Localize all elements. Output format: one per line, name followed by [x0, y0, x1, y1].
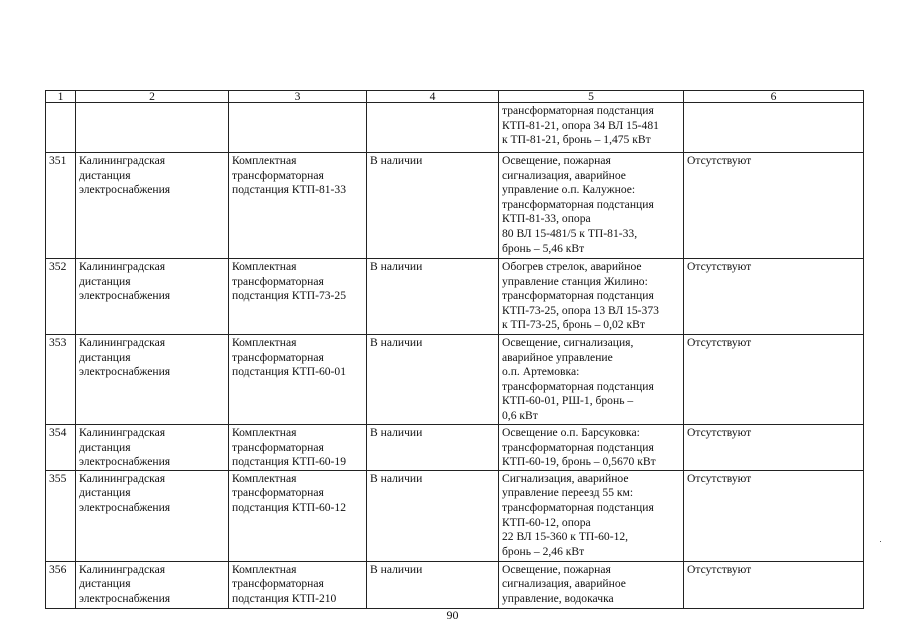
table-cell — [46, 103, 76, 153]
table-cell: В наличии — [367, 153, 499, 259]
table-cell — [76, 103, 229, 153]
table-row — [46, 153, 864, 259]
table-cell: Комплектная трансформаторная подстанция КТП-60-12 — [229, 470, 367, 561]
table-cell: Комплектная трансформаторная подстанция КТП-60-01 — [229, 335, 367, 425]
table-cell: Сигнализация, аварийное управление переезд 55 км: трансформаторная подстанция КТП-60-12, опора 22 ВЛ 15-360 к ТП-60-12, бронь – 2,46 кВт — [499, 470, 684, 561]
table-row — [46, 561, 864, 608]
row-number-cell: 354 — [46, 425, 76, 471]
table-cell: Обогрев стрелок, аварийное управление станция Жилино: трансформаторная подстанция КТП-73-25, опора 13 ВЛ 15-373 к ТП-73-25, бронь – 0,02 кВт — [499, 259, 684, 335]
table-row — [46, 259, 864, 335]
row-number-cell: 352 — [46, 259, 76, 335]
table-cell — [367, 103, 499, 153]
table-header-row — [46, 91, 864, 103]
scan-speck — [880, 541, 881, 542]
header-cell: 2 — [76, 91, 229, 103]
table-row — [46, 335, 864, 425]
table-cell: трансформаторная подстанция КТП-81-21, опора 34 ВЛ 15-481 к ТП-81-21, бронь – 1,475 кВт — [499, 103, 684, 153]
table-cell: Освещение, пожарная сигнализация, аварийное управление о.п. Калужное: трансформаторная подстанция КТП-81-33, опора 80 ВЛ 15-481/5 к ТП-81-33, бронь – 5,46 кВт — [499, 153, 684, 259]
row-number-cell: 351 — [46, 153, 76, 259]
row-number-cell: 356 — [46, 561, 76, 608]
table-cell: Комплектная трансформаторная подстанция КТП-73-25 — [229, 259, 367, 335]
table-cell: Калининградская дистанция электроснабжения — [76, 561, 229, 608]
table-cell: Калининградская дистанция электроснабжения — [76, 470, 229, 561]
table-cell: Отсутствуют — [684, 153, 864, 259]
table-cell: Отсутствуют — [684, 470, 864, 561]
table-cell: Калининградская дистанция электроснабжения — [76, 259, 229, 335]
table-cell: В наличии — [367, 470, 499, 561]
header-cell: 3 — [229, 91, 367, 103]
row-number-cell: 353 — [46, 335, 76, 425]
table-cell: Комплектная трансформаторная подстанция КТП-60-19 — [229, 425, 367, 471]
table-cell: В наличии — [367, 561, 499, 608]
table-cell: Калининградская дистанция электроснабжения — [76, 335, 229, 425]
header-cell: 4 — [367, 91, 499, 103]
table-cell: Калининградская дистанция электроснабжения — [76, 425, 229, 471]
table-cell: Отсутствуют — [684, 259, 864, 335]
table-row — [46, 425, 864, 471]
page-number: 90 — [446, 608, 459, 622]
table-cell: Калининградская дистанция электроснабжения — [76, 153, 229, 259]
table-cell: Отсутствуют — [684, 335, 864, 425]
table-row — [46, 103, 864, 153]
header-cell: 6 — [684, 91, 864, 103]
table-cell: Отсутствуют — [684, 425, 864, 471]
table-cell: В наличии — [367, 335, 499, 425]
table-cell: Освещение о.п. Барсуковка: трансформаторная подстанция КТП-60-19, бронь – 0,5670 кВт — [499, 425, 684, 471]
table-row — [46, 470, 864, 561]
table-cell — [684, 103, 864, 153]
table-cell: Комплектная трансформаторная подстанция КТП-81-33 — [229, 153, 367, 259]
table-cell: Отсутствуют — [684, 561, 864, 608]
table-cell: В наличии — [367, 259, 499, 335]
table-cell — [229, 103, 367, 153]
table-cell: Освещение, пожарная сигнализация, аварийное управление, водокачка — [499, 561, 684, 608]
table-cell: Комплектная трансформаторная подстанция КТП-210 — [229, 561, 367, 608]
header-cell: 1 — [46, 91, 76, 103]
row-number-cell: 355 — [46, 470, 76, 561]
table-cell: Освещение, сигнализация, аварийное управление о.п. Артемовка: трансформаторная подстанция КТП-60-01, РШ-1, бронь – 0,6 кВт — [499, 335, 684, 425]
header-cell: 5 — [499, 91, 684, 103]
data-table — [45, 90, 864, 609]
table-cell: В наличии — [367, 425, 499, 471]
